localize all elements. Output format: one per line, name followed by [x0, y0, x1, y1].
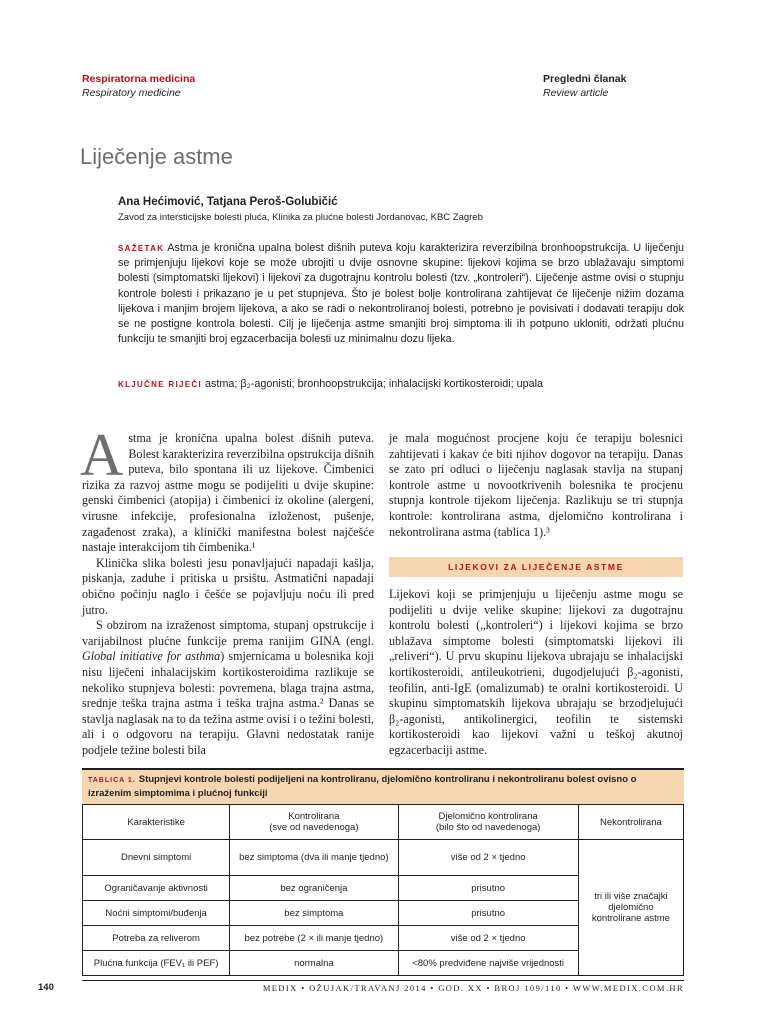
section-name-en: Respiratory medicine — [82, 87, 181, 99]
table-cell: više od 2 × tjedno — [398, 840, 578, 876]
header-partly-note: (bilo što od navedenoga) — [435, 822, 541, 833]
table-cell: više od 2 × tjedno — [398, 926, 578, 951]
drop-cap: A — [80, 422, 124, 488]
table-cell: bez ograničenja — [230, 876, 398, 901]
abstract — [118, 241, 684, 347]
table-row — [83, 840, 684, 876]
table-cell: bez simptoma — [230, 901, 398, 926]
abstract-label: SAŽETAK — [118, 244, 165, 253]
table-cell: Plućna funkcija (FEV₁ ili PEF) — [83, 951, 230, 976]
article-type-en: Review article — [543, 87, 609, 99]
table-cell: <80% predviđene najviše vrijednosti — [398, 951, 578, 976]
section-heading: LIJEKOVI ZA LIJEČENJE ASTME — [389, 557, 683, 577]
keywords-text: astma; β₂-agonisti; bronhoopstrukcija; inhalacijski kortikosteroidi; upala — [205, 378, 544, 390]
section-name-hr: Respiratorna medicina — [82, 73, 196, 85]
uncontrolled-cell: tri ili više značajki djelomično kontrolirane astme — [578, 840, 683, 976]
table-cell: prisutno — [398, 876, 578, 901]
header-uncontrolled: Nekontrolirana — [578, 805, 683, 840]
table-header-row — [83, 805, 684, 840]
body-column-left — [80, 422, 374, 758]
table-1 — [82, 768, 684, 976]
keywords-label: KLJUČNE RIJEČI — [118, 380, 202, 389]
article-type-hr: Pregledni članak — [543, 73, 627, 85]
body-paragraph-2: Klinička slika bolesti jesu ponavljajući napadaji kašlja, piskanja, zaduhe i pritiska u prsištu. Astmatični napadaji obično počinju naglo i češće se pojavljuju noću ili pred jutro. — [82, 555, 374, 617]
body-paragraph-1 — [80, 422, 374, 556]
paragraph-3-text-b: ) smjernicama u bolesnika koji nisu liječeni inhalacijskim kortikosteroidima razlikuje se nekoliko stupnjeva bolesti: povremena, blaga trajna astma, srednje teška trajna astma i teška trajna astma.² Danas se stavlja naglasak na to da težina astme ovisi i o težini bolesti, ali i o odgovoru na terapiju. Glavni nedostatak ranije podjele težine bolesti bila — [82, 649, 374, 757]
page-number: 140 — [38, 982, 54, 993]
control-levels-table — [82, 804, 684, 976]
body-column-right-bottom — [389, 587, 683, 759]
article-authors: Ana Hećimović, Tatjana Peroš-Golubičić — [118, 196, 338, 208]
header-controlled-note: (sve od navedenoga) — [269, 822, 359, 833]
table-cell: normalna — [230, 951, 398, 976]
table-cell: bez potrebe (2 × ili manje tjedno) — [230, 926, 398, 951]
header-controlled — [230, 805, 398, 840]
keywords — [118, 378, 684, 390]
table-cell: Ograničavanje aktivnosti — [83, 876, 230, 901]
paragraph-3-italic: Global initiative for asthma — [82, 649, 221, 664]
table-label: TABLICA 1. — [88, 777, 136, 784]
body-paragraph-4: je mala mogućnost procjene koju će terapiju bolesnici zahtijevati i kakav će biti njihov dogovor na terapiju. Danas se zato pri odluci o liječenju naglasak stavlja na stupanj kontrole astme u novootkrivenih bolesnika te procjenu stupnja kontrole tijekom liječenja. Razlikuju se tri stupnja kontrole: kontrolirana astma, djelomično kontrolirana i nekontrolirana astma (tablica 1).³ — [389, 431, 683, 539]
footer-rule — [82, 980, 684, 981]
header-partly-title: Djelomično kontrolirana — [438, 811, 538, 822]
table-cell: Dnevni simptomi — [83, 840, 230, 876]
body-column-right-top — [389, 431, 683, 540]
body-paragraph-3 — [82, 618, 374, 758]
body-paragraph-5: Lijekovi koji se primjenjuju u liječenju astme mogu se podijeliti u dvije velike skupine: lijekovi za dugotrajnu kontrolu bolesti („kontroleri“) i lijekovi kojima se brzo ublažava simptome bolesti (simptomatski lijekovi ili „reliveri“). U prvu skupinu lijekova ubrajaju se inhalacijski kortikosteroidi, antileukotrieni, dugodjelujući β₂-agonisti, teofilin, anti-IgE (omalizumab) te oralni kortikosteroidi. U skupinu simptomatskih lijekova ubrajaju se brzodjelujući β₂-agonisti, antikolinergici, teofilin te sistemski kortikosteroidi kao lijekovi važni u teškoj akutnoj egzacerbaciji astme. — [389, 587, 683, 757]
header-characteristics: Karakteristike — [83, 805, 230, 840]
table-caption — [82, 768, 684, 804]
running-footer: MEDIX • OŽUJAK/TRAVANJ 2014 • GOD. XX • BROJ 109/110 • WWW.MEDIX.COM.HR — [262, 983, 684, 993]
paragraph-3-text-a: S obzirom na izraženost simptoma, stupanj opstrukcije i varijabilnost plućne funkcije prema ranijim GINA (engl. — [82, 618, 374, 648]
table-cell: bez simptoma (dva ili manje tjedno) — [230, 840, 398, 876]
article-affiliation: Zavod za intersticijske bolesti pluća, Klinika za plućne bolesti Jordanovac, KBC Zagreb — [118, 212, 483, 223]
header-controlled-title: Kontrolirana — [288, 811, 340, 822]
table-cell: Potreba za reliverom — [83, 926, 230, 951]
article-title: Liječenje astme — [80, 144, 233, 169]
abstract-text: Astma je kronična upalna bolest dišnih puteva koju karakterizira reverzibilna bronhoopstrukcija. U liječenju se primjenjuju lijekovi koje se može ubrojiti u dvije osnovne skupine: lijekovi kojima se brzo ublažavaju simptomi bolesti (simptomatski lijekovi) i lijekovi za dugotrajnu kontrolu bolesti (tzv. „kontroleri“). Liječenje astme ovisi o stupnju kontrole bolesti i prikazano je u pet stupnjeva. Što je bolest bolje kontrolirana zahtijevat će liječenje nižim dozama lijekova i manjim brojem lijekova, a ako se radi o nekontroliranoj bolesti, potrebno je povisivati i dodavati terapiju dok se ne postigne kontrola bolesti. Cilj je liječenja astme smanjiti broj simptoma ili ih potpuno ukloniti, održati plućnu funkciju te smanjiti broj egzacerbacija bolesti uz minimalnu dozu lijeka. — [118, 242, 684, 346]
paragraph-1-text: stma je kronična upalna bolest dišnih puteva. Bolest karakterizira reverzibilna opstrukcija dišnih puteva, bilo spontana ili uz lijekove. Čimbenici rizika za razvoj astme mogu se podijeliti u dvije skupine: genski čimbenici (atopija) i čimbenici iz okoline (alergeni, virusne infekcije, profesionalna izloženost, pušenje, zagađenost zraka), a klinički manifestna bolest najčešće nastaje interakcijom tih čimbenika.¹ — [82, 431, 374, 555]
table-caption-text: Stupnjevi kontrole bolesti podijeljeni na kontroliranu, djelomično kontroliranu i nekontroliranu bolest ovisno o izraženim simptomima i plućnoj funkciji — [88, 774, 637, 799]
table-cell: Noćni simptomi/buđenja — [83, 901, 230, 926]
table-cell: prisutno — [398, 901, 578, 926]
header-partly-controlled — [398, 805, 578, 840]
